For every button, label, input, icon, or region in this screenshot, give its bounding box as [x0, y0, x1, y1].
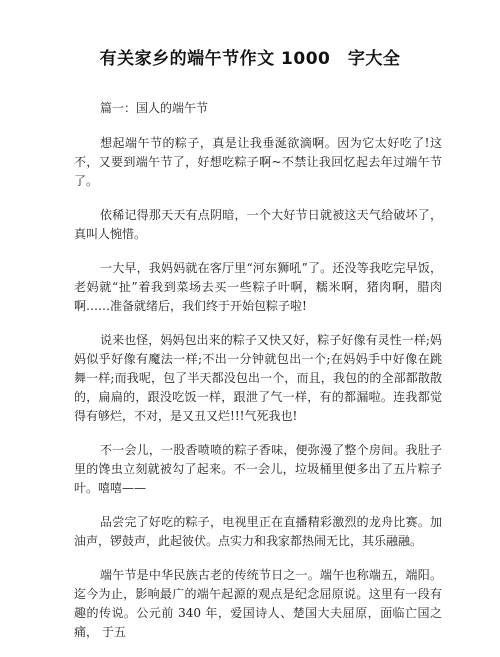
paragraph: 一大早，我妈妈就在客厅里“河东狮吼”了。还没等我吃完早饭，老妈就“扯”着我到菜场去买一些粽子叶啊，糯米啊，猪肉啊，腊肉啊……准备就绪后，我们终于开始包粽子啦!: [74, 261, 442, 313]
page-title: 有关家乡的端午节作文 1000 字大全: [99, 49, 401, 69]
section-heading: 篇一：国人的端午节: [100, 101, 209, 115]
paragraph: 端午节是中华民族古老的传统节日之一。端午也称端五，端阳。 迄今为止，影响最广的端午起源的观点是纪念屈原说。这里有一段有 趣的传说。公元前 340 年，爱国诗人、楚国大夫屈原，面临亡国之痛， 于五: [74, 568, 442, 639]
paragraph: 不一会儿，一股香喷喷的粽子香味，便弥漫了整个房间。我肚子里的馋虫立刻就被勾了起来。不一会儿，垃圾桶里便多出了五片粽子叶。嘻嘻——: [74, 443, 442, 495]
paragraph: 说来也怪，妈妈包出来的粽子又快又好，粽子好像有灵性一样;妈妈似乎好像有魔法一样;不出一分钟就包出一个;在妈妈手中好像在跳舞一样;而我呢，包了半天都没包出一个，而且，我包的的全部都散散的，扁扁的，跟没吃饭一样，跟泄了气一样，有的都漏啦。连我都觉得有够烂，不对，是又丑又烂!!!气死我也!: [74, 333, 442, 423]
paragraph: 品尝完了好吃的粽子，电视里正在直播精彩激烈的龙舟比赛。加油声，锣鼓声，此起彼伏。点实力和我家都热闹无比，其乐融融。: [74, 515, 442, 548]
paragraph: 依稀记得那天天有点阴暗，一个大好节日就被这天气给破坏了，真叫人惋惜。: [74, 208, 442, 241]
paragraph: 想起端午节的粽子，真是让我垂涎欲滴啊。因为它太好吃了!这不，又要到端午节了，好想吃粽子啊~不禁让我回忆起去年过端午节了。: [74, 136, 442, 188]
document-body: [74, 98, 442, 657]
